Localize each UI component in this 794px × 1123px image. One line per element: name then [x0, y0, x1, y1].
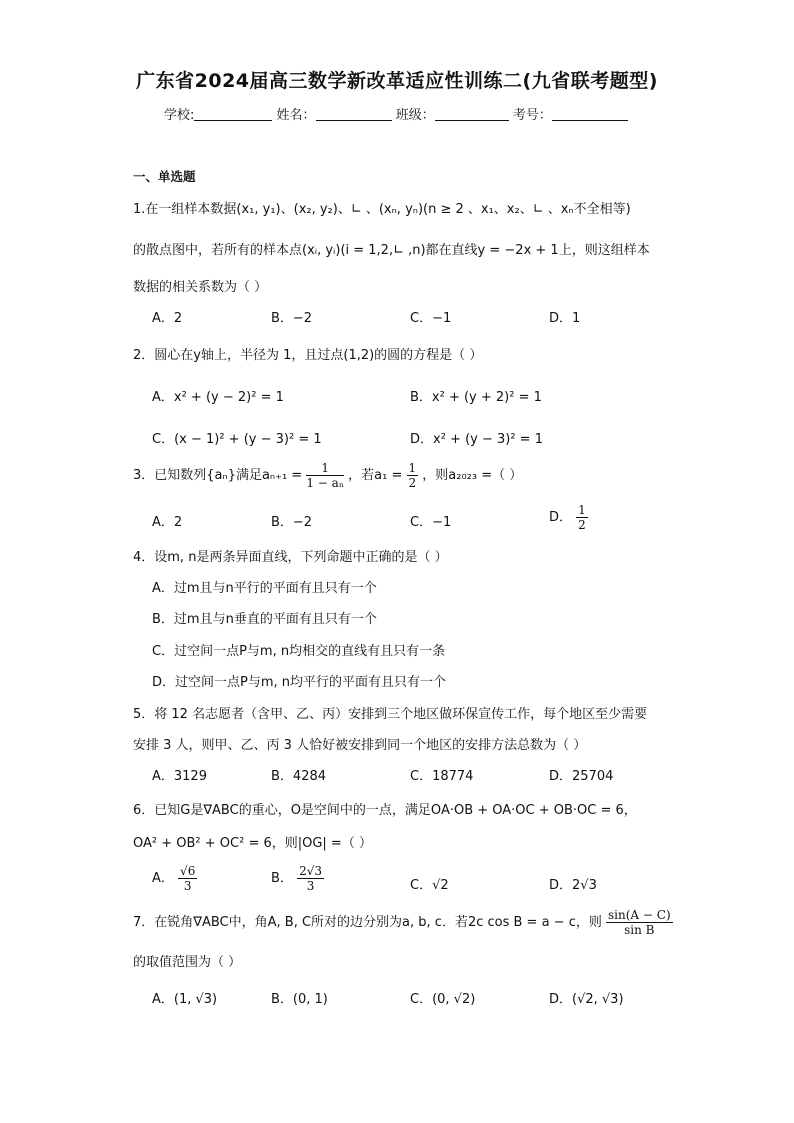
q1-option-c: C．−1	[410, 311, 452, 326]
q7-line1	[133, 908, 673, 937]
q6-option-a-frac	[178, 864, 197, 893]
q3-option-d	[549, 503, 588, 532]
name-blank	[316, 108, 392, 121]
q5-option-a: A．3129	[152, 769, 207, 784]
q3-frac2-den: 2	[408, 476, 417, 490]
q5-option-c: C．18774	[410, 769, 474, 784]
q3-d-num: 1	[578, 503, 586, 517]
q6-option-b	[271, 864, 324, 893]
q5-option-d: D．25704	[549, 769, 614, 784]
q5-option-b: B．4284	[271, 769, 327, 784]
q7-line2: 的取值范围为（ ）	[133, 955, 242, 970]
q3-option-a: A．2	[152, 515, 183, 530]
q1-line2: 的散点图中，若所有的样本点(xᵢ, yᵢ)(i = 1,2,∟ ,n)都在直线y = −2x + 1上，则这组样本	[133, 243, 650, 258]
q7-option-c: C．(0, √2)	[410, 992, 476, 1007]
q3-stem	[133, 461, 522, 490]
q6-option-d: D．2√3	[549, 878, 597, 893]
q6-option-a	[152, 864, 197, 893]
name-label: 姓名：	[276, 108, 316, 123]
q6-option-c: C．√2	[410, 878, 449, 893]
q3-frac-num: 1	[306, 461, 344, 476]
q6-b-den: 3	[306, 879, 315, 893]
q6-option-b-label: B．	[271, 871, 293, 886]
class-label: 班级：	[395, 108, 435, 123]
q3-d-den: 2	[578, 518, 586, 532]
q4-option-b: B．过m且与n垂直的平面有且只有一个	[152, 612, 377, 627]
q7-option-a: A．(1, √3)	[152, 992, 218, 1007]
q2-stem: 2．圆心在y轴上，半径为 1，且过点(1,2)的圆的方程是（ ）	[133, 348, 483, 363]
q7-fraction	[606, 908, 673, 937]
q3-option-d-label: D．	[549, 510, 573, 525]
q2-option-d: D．x² + (y − 3)² = 1	[410, 432, 543, 447]
q6-option-a-label: A．	[152, 871, 174, 886]
q4-option-c: C．过空间一点P与m, n均相交的直线有且只有一条	[152, 644, 446, 659]
q1-option-a: A．2	[152, 311, 183, 326]
q2-option-c: C．(x − 1)² + (y − 3)² = 1	[152, 432, 322, 447]
q5-line1: 5．将 12 名志愿者（含甲、乙、丙）安排到三个地区做环保宣传工作，每个地区至少需要	[133, 707, 648, 722]
q1-line1: 1.在一组样本数据(x₁, y₁)、(x₂, y₂)、∟ 、(xₙ, yₙ)(n ≥ 2 、x₁、x₂、∟ 、xₙ不全相等)	[133, 202, 631, 217]
q6-a-den: 3	[183, 879, 192, 893]
q6-line1: 6．已知G是∇ABC的重心，O是空间中的一点，满足OA·OB + OA·OC + OB·OC = 6，	[133, 803, 637, 818]
q3-option-b: B．−2	[271, 515, 313, 530]
page-title: 广东省2024届高三数学新改革适应性训练二(九省联考题型)	[136, 70, 658, 92]
q3-mid: ，若a₁ =	[348, 468, 403, 483]
number-blank	[552, 108, 628, 121]
q1-line3: 数据的相关系数为（ ）	[133, 280, 268, 295]
q3-option-c: C．−1	[410, 515, 452, 530]
q3-post: ，则a₂₀₂₃ =（ ）	[422, 468, 523, 483]
school-blank	[194, 108, 272, 121]
q3-frac-den: 1 − aₙ	[306, 476, 345, 490]
q7-option-b: B．(0, 1)	[271, 992, 328, 1007]
q6-b-num: 2√3	[299, 864, 322, 878]
q3-fraction	[306, 461, 344, 490]
q7-option-d: D．(√2, √3)	[549, 992, 624, 1007]
q6-option-b-frac	[297, 864, 324, 893]
q7-stem: 7．在锐角∇ABC中，角A, B, C所对的边分别为a, b, c．若2c cos B = a − c，则	[133, 915, 602, 930]
q3-option-d-frac	[576, 503, 588, 532]
q7-frac-den: sin B	[624, 923, 655, 937]
q6-line2: OA² + OB² + OC² = 6，则|OG| =（ ）	[133, 836, 372, 851]
q1-option-b: B．−2	[271, 311, 313, 326]
q6-a-num: √6	[180, 864, 196, 878]
q1-option-d: D．1	[549, 311, 581, 326]
q2-option-b: B．x² + (y + 2)² = 1	[410, 390, 542, 405]
section-heading: 一、单选题	[133, 169, 196, 184]
school-label: 学校:	[164, 108, 195, 123]
class-blank	[435, 108, 509, 121]
q4-stem: 4．设m, n是两条异面直线，下列命题中正确的是（ ）	[133, 550, 448, 565]
number-label: 考号：	[512, 108, 552, 123]
q4-option-a: A．过m且与n平行的平面有且只有一个	[152, 581, 377, 596]
q2-option-a: A．x² + (y − 2)² = 1	[152, 390, 284, 405]
student-info	[164, 104, 628, 123]
q3-fraction2	[407, 461, 419, 490]
q5-line2: 安排 3 人，则甲、乙、丙 3 人恰好被安排到同一个地区的安排方法总数为（ ）	[133, 738, 587, 753]
q4-option-d: D．过空间一点P与m, n均平行的平面有且只有一个	[152, 675, 447, 690]
q7-frac-num: sin(A − C)	[608, 908, 671, 922]
q3-frac2-num: 1	[408, 461, 417, 475]
q3-pre: 3．已知数列{aₙ}满足aₙ₊₁ =	[133, 468, 303, 483]
